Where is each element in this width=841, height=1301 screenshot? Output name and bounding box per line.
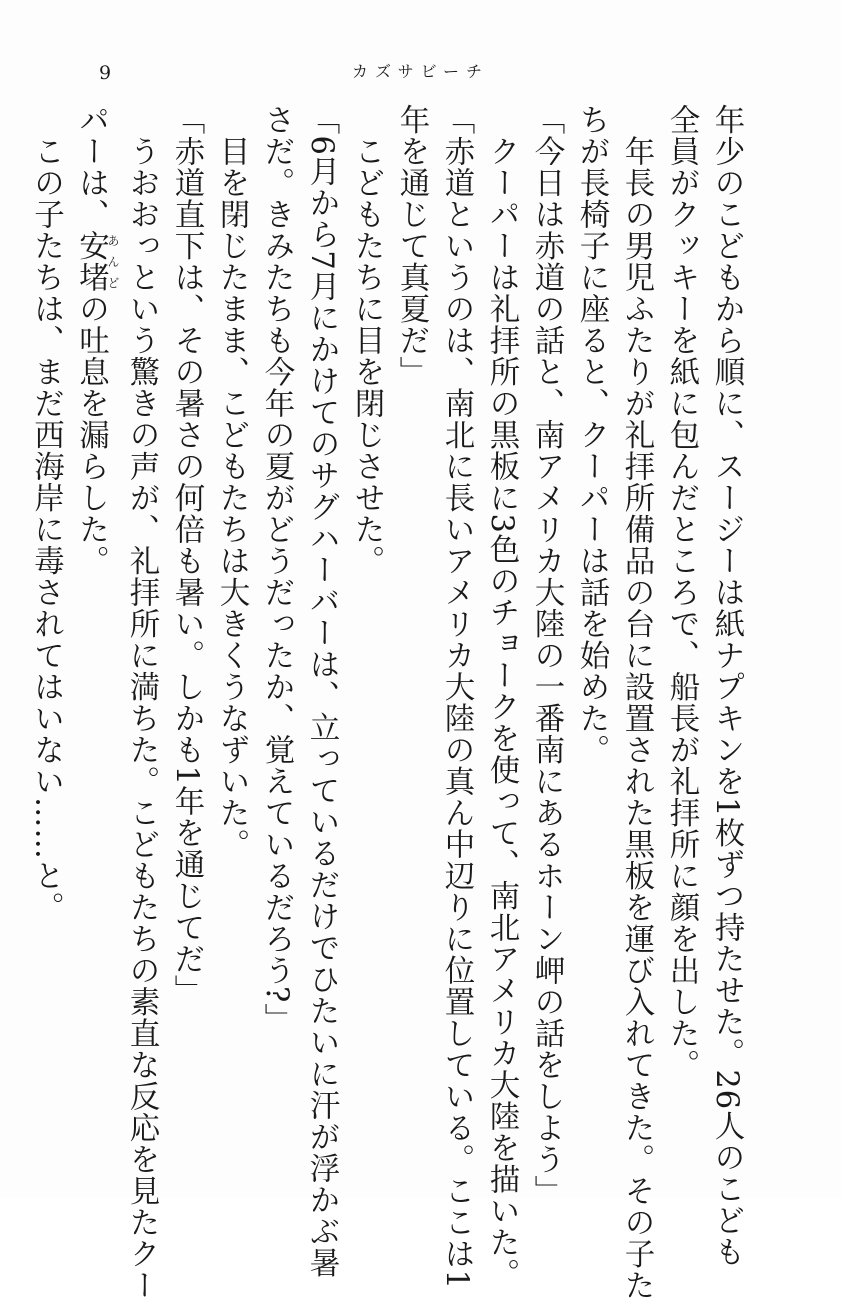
text-line: クーパーは礼拝所の黒板に3色のチョークを使って、南北アメリカ大陸を描いた。	[484, 104, 519, 1290]
text-line: さだ。きみたちも今年の夏がどうだったか、覚えているだろう?」	[259, 104, 294, 1035]
ruby-reading: あんど	[106, 230, 120, 293]
text-line-with-ruby	[69, 104, 120, 1164]
text-line: 全員がクッキーを紙に包んだところで、船長が礼拝所に顔を出した。	[664, 104, 699, 1081]
text-line: 年を通じて真夏だ」	[394, 104, 429, 388]
text-line: 「6月から7月にかけてのサグハーバーは、立っているだけでひたいに汗が浮かぶ暑	[304, 104, 339, 1279]
ruby-annotation	[73, 230, 120, 293]
text-line: 目を閉じたまま、こどもたちは大きくうなずいた。	[214, 104, 249, 860]
text-segment: の吐息を漏らした。	[73, 293, 109, 577]
text-line: 「赤道直下は、その暑さの何倍も暑い。しかも1年を通じてだ」	[169, 104, 204, 1007]
text-line: 年少のこどもから順に、スージーは紙ナプキンを1枚ずつ持たせた。26人のこども	[709, 104, 744, 1268]
text-line: この子たちは、まだ西海岸に毒されてはいない……と。	[28, 104, 64, 923]
text-line: こどもたちに目を閉じさせた。	[349, 104, 384, 577]
text-segment: パーは、	[73, 104, 109, 230]
body-text	[24, 104, 750, 1301]
text-line: 「今日は赤道の話と、南アメリカ大陸の一番南にあるホーン岬の話をしよう」	[529, 104, 564, 1207]
text-line: 年長の男児ふたりが礼拝所備品の台に設置された黒板を運び入れてきた。その子た	[619, 104, 654, 1301]
ruby-base: 安堵	[73, 230, 109, 293]
running-title: カズサビーチ	[351, 62, 490, 81]
text-line: うおおっという驚きの声が、礼拝所に満ちた。こどもたちの素直な反応を見たクー	[124, 104, 159, 1301]
page-number: 9	[99, 62, 112, 84]
text-line: ちが長椅子に座ると、クーパーは話を始めた。	[574, 104, 609, 766]
text-line: 「赤道というのは、南北に長いアメリカ大陸の真ん中辺りに位置している。ここは1	[439, 104, 474, 1290]
